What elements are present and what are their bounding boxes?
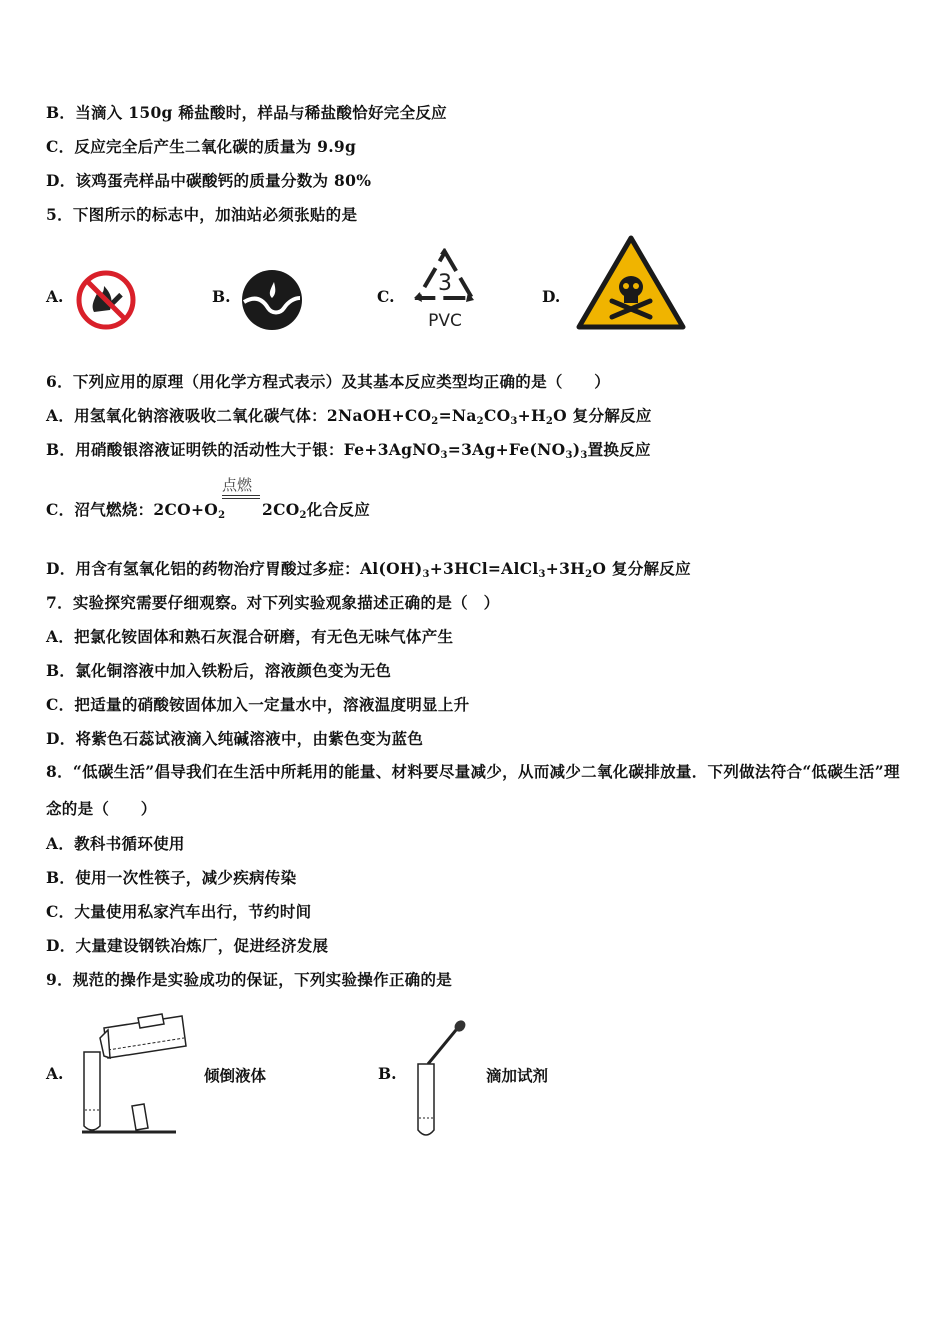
q5-label-c: C.: [377, 287, 395, 306]
q4-option-d: D．该鸡蛋壳样品中碳酸钙的质量分数为 80%: [46, 171, 372, 190]
q6-option-c-product: $2CO_2$化合反应: [262, 500, 370, 521]
q9-stem: 9．规范的操作是实验成功的保证，下列实验操作正确的是: [46, 970, 453, 989]
dropper-adding-reagent-icon: [412, 1018, 472, 1142]
q9-label-b: B.: [378, 1064, 397, 1083]
water-drop-symbol-icon: [240, 268, 304, 332]
reaction-equals-bar: [222, 495, 260, 499]
q9-caption-a: 倾倒液体: [204, 1066, 267, 1085]
recycle-pvc-icon: [410, 248, 480, 330]
q8-option-c: C．大量使用私家汽车出行，节约时间: [46, 902, 312, 921]
q6-option-c: C．沼气燃烧：$2CO+O_2$: [46, 500, 226, 521]
reaction-condition-ignite: 点燃: [222, 476, 253, 494]
q6-option-d: D．用含有氢氧化铝的药物治疗胃酸过多症：$Al(OH)_3+3HCl=AlCl_3+3H_2O$ 复分解反应: [46, 559, 691, 580]
q6-stem: 6．下列应用的原理（用化学方程式表示）及其基本反应类型均正确的是（ ）: [46, 372, 611, 391]
q4-option-b: B．当滴入 150g 稀盐酸时，样品与稀盐酸恰好完全反应: [46, 103, 447, 122]
q9-caption-b: 滴加试剂: [486, 1066, 549, 1085]
q9-label-a: A.: [46, 1064, 64, 1083]
q8-option-d: D．大量建设钢铁冶炼厂，促进经济发展: [46, 936, 329, 955]
q7-option-b: B．氯化铜溶液中加入铁粉后，溶液颜色变为无色: [46, 661, 392, 680]
toxic-warning-icon: [576, 235, 686, 331]
q8-option-a: A．教科书循环使用: [46, 834, 185, 853]
pouring-liquid-icon: [78, 1010, 190, 1138]
pvc-number: 3: [438, 271, 452, 296]
q5-label-a: A.: [46, 287, 64, 306]
q4-option-c: C．反应完全后产生二氧化碳的质量为 9.9g: [46, 137, 357, 156]
q8-option-b: B．使用一次性筷子，减少疾病传染: [46, 868, 297, 887]
q8-stem: 8．“低碳生活”倡导我们在生活中所耗用的能量、材料要尽量减少，从而减少二氧化碳排放量．下列做法符合“低碳生活”理念的是（ ）: [46, 762, 900, 818]
q5-label-d: D.: [542, 287, 561, 306]
q7-option-d: D．将紫色石蕊试液滴入纯碱溶液中，由紫色变为蓝色: [46, 729, 424, 748]
q6-option-a: A．用氢氧化钠溶液吸收二氧化碳气体：$2NaOH+CO_2=Na_2CO_3+H_2O$ 复分解反应: [46, 406, 652, 427]
q7-option-c: C．把适量的硝酸铵固体加入一定量水中，溶液温度明显上升: [46, 695, 470, 714]
q6-option-b: B．用硝酸银溶液证明铁的活动性大于银：$Fe+3AgNO_3=3Ag+Fe(NO_3)_3$置换反应: [46, 440, 651, 461]
no-fire-sign-icon: [74, 268, 138, 332]
q5-label-b: B.: [212, 287, 231, 306]
q7-stem: 7．实验探究需要仔细观察。对下列实验观象描述正确的是（ ）: [46, 593, 500, 612]
q7-option-a: A．把氯化铵固体和熟石灰混合研磨，有无色无味气体产生: [46, 627, 454, 646]
pvc-text: PVC: [428, 311, 462, 330]
q5-stem: 5．下图所示的标志中，加油站必须张贴的是: [46, 205, 358, 224]
